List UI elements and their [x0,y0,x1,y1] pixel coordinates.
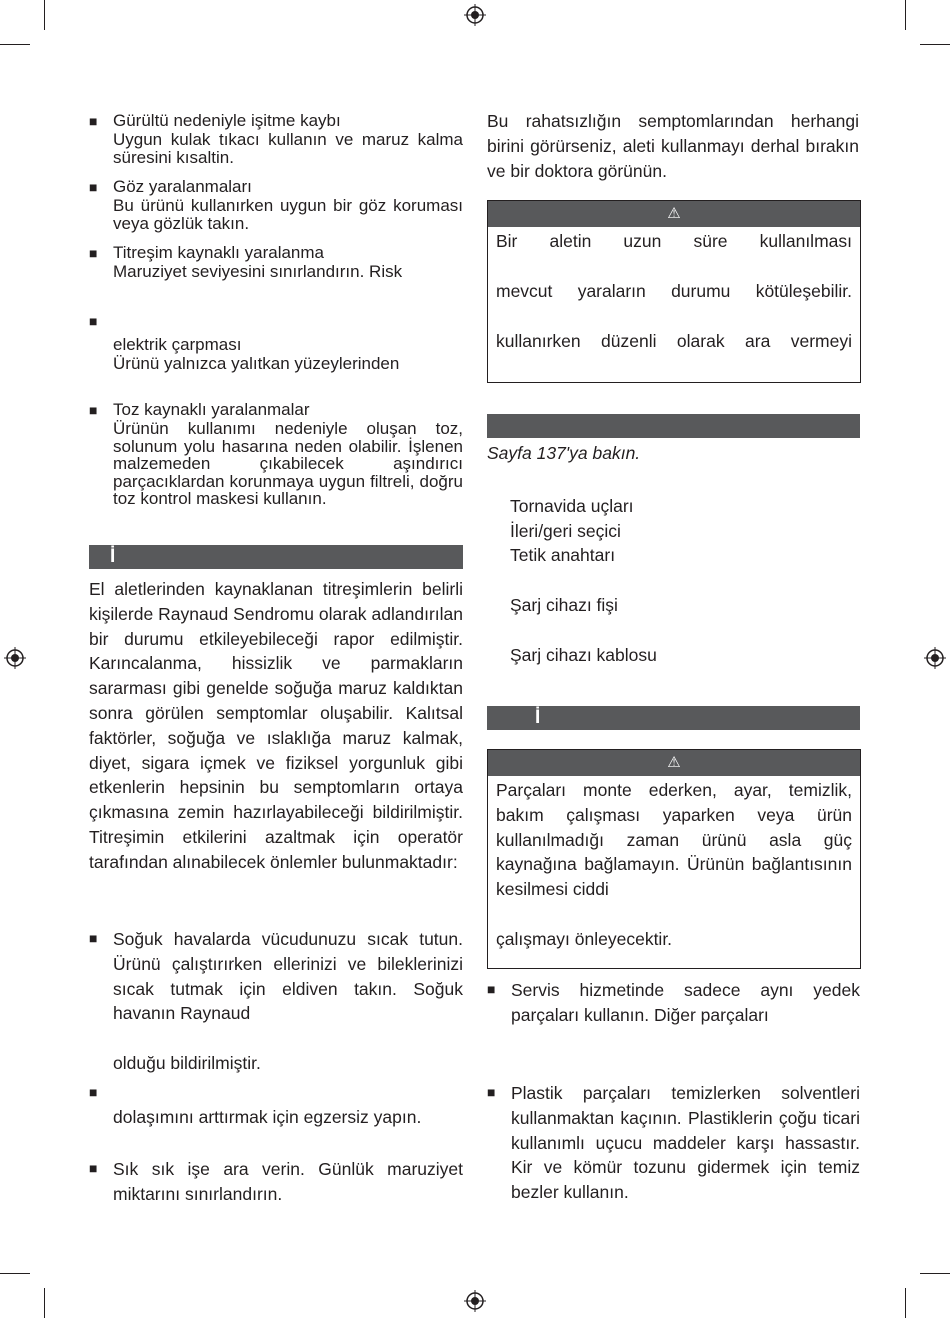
bullet-icon: ■ [487,1084,496,1100]
warning-line: mevcut yaraların durumu kötüleşebilir. [496,280,852,301]
hazard-body: Ürünün kullanımı nedeniyle oluşan toz, solunum yolu hasarına neden olabilir. İşlenen malzemeden çıkabilecek aşındırıcı parçacıklardan korunmaya uygun filtreli, doğru toz kontrol maskesi kullanın. [113,419,463,508]
crop-mark [920,1273,950,1274]
hazard-title: Göz yaralanmaları [113,177,252,196]
bullet-icon: ■ [89,1084,98,1100]
list-item-text: Sık sık işe ara verin. Günlük maruziyet miktarını sınırlandırın. [113,1159,463,1204]
registration-mark-icon [464,1290,486,1312]
hazard-title: Gürültü nedeniyle işitme kaybı [113,111,341,130]
bullet-icon: ■ [89,313,98,329]
list-item-text: dolaşımını arttırmak için egzersiz yapın. [113,1107,422,1127]
warning-body: Parçaları monte ederken, ayar, temizlik, bakım çalışması yaparken veya ürün kullanılmadığı zaman ürünü asla güç kaynağına bağlamayın. Ürünün bağlantısının kesilmesi ciddi [496,780,852,900]
list-item-text: olduğu bildirilmiştir. [113,1053,261,1073]
list-item-text: Servis hizmetinde sadece aynı yedek parçaları kullanın. Diğer parçaları [511,980,860,1025]
warning-box [487,200,861,383]
section-heading [487,414,860,438]
section-heading: İ [89,545,463,569]
bullet-icon: ■ [89,179,98,195]
page-reference: Sayfa 137'ya bakın. [487,443,641,463]
registration-mark-icon [4,647,26,669]
hazard-title: Titreşim kaynaklı yaralanma [113,243,324,262]
section-heading: İ [487,706,860,730]
part-label: Şarj cihazı fişi [510,595,618,615]
bullet-icon: ■ [487,981,496,997]
crop-mark [44,1288,45,1318]
intro-paragraph: Bu rahatsızlığın semptomlarından herhangi birini görürseniz, aleti kullanmayı derhal bırakın ve bir doktora görünün. [487,111,859,181]
crop-mark [905,1288,906,1318]
hazard-body: Uygun kulak tıkacı kullanın ve maruz kalma süresini kısaltin. [113,130,463,167]
bullet-icon: ■ [89,245,98,261]
hazard-title: Toz kaynaklı yaralanmalar [113,400,310,419]
warning-icon: ⚠ [488,750,860,776]
bullet-icon: ■ [89,1160,98,1176]
crop-mark [905,0,906,30]
hazard-body: Bu ürünü kullanırken uygun bir göz koruması veya gözlük takın. [113,196,463,233]
list-item-text: Soğuk havalarda vücudunuzu sıcak tutun. Ürünü çalıştırırken ellerinizi ve bileklerinizi sıcak tutmak için eldiven takın. Soğuk havanın Raynaud [113,929,463,1024]
bullet-icon: ■ [89,930,98,946]
bullet-icon: ■ [89,113,98,129]
registration-mark-icon [924,647,946,669]
part-label: Tetik anahtarı [510,545,616,565]
hazard-line: elektrik çarpması [113,335,242,354]
warning-line: Bir aletin uzun süre kullanılması [496,231,852,251]
part-label: Şarj cihazı kablosu [510,645,657,665]
crop-mark [920,44,950,45]
crop-mark [0,1273,30,1274]
part-label: Tornavida uçları [510,496,634,516]
warning-icon: ⚠ [488,201,860,227]
warning-line: kullanırken düzenli olarak ara vermeyi [496,330,852,351]
registration-mark-icon [464,4,486,26]
warning-tail: çalışmayı önleyecektir. [496,928,673,949]
warning-box [487,749,861,969]
bullet-icon: ■ [89,402,98,418]
crop-mark [44,0,45,30]
hazard-line: Ürünü yalnızca yalıtkan yüzeylerinden [113,354,400,373]
list-item-text: Plastik parçaları temizlerken solventleri kullanmaktan kaçının. Plastiklerin çoğu ticari kullanımlı uçucu maddeler karşı hassastır. Kir ve kömür tozunu gidermek için temiz bezler kullanın. [511,1083,860,1203]
hazard-body: Maruziyet seviyesini sınırlandırın. Risk [113,262,403,281]
vibration-paragraph: El aletlerinden kaynaklanan titreşimlerin belirli kişilerde Raynaud Sendromu olarak adlandırılan bir durumu etkileyebileceği rapor edilmiştir. Karıncalanma, hissizlik ve parmakların sararması gibi genelde soğuğa maruz kaldıktan sonra görülen semptomlar oluşabilir. Kalıtsal faktörler, soğuğa ve ıslaklığa maruz kalmak, diyet, sigara içmek ve fiziksel yorgunluk gibi etkenlerin hepsinin bu semptomların ortaya çıkmasına zemin hazırlayabileceği bildirilmiştir. Titreşimin etkilerini azaltmak için operatör tarafından alınabilecek önlemler bulunmaktadır: [89,579,463,872]
crop-mark [0,44,30,45]
part-label: İleri/geri seçici [510,521,621,541]
